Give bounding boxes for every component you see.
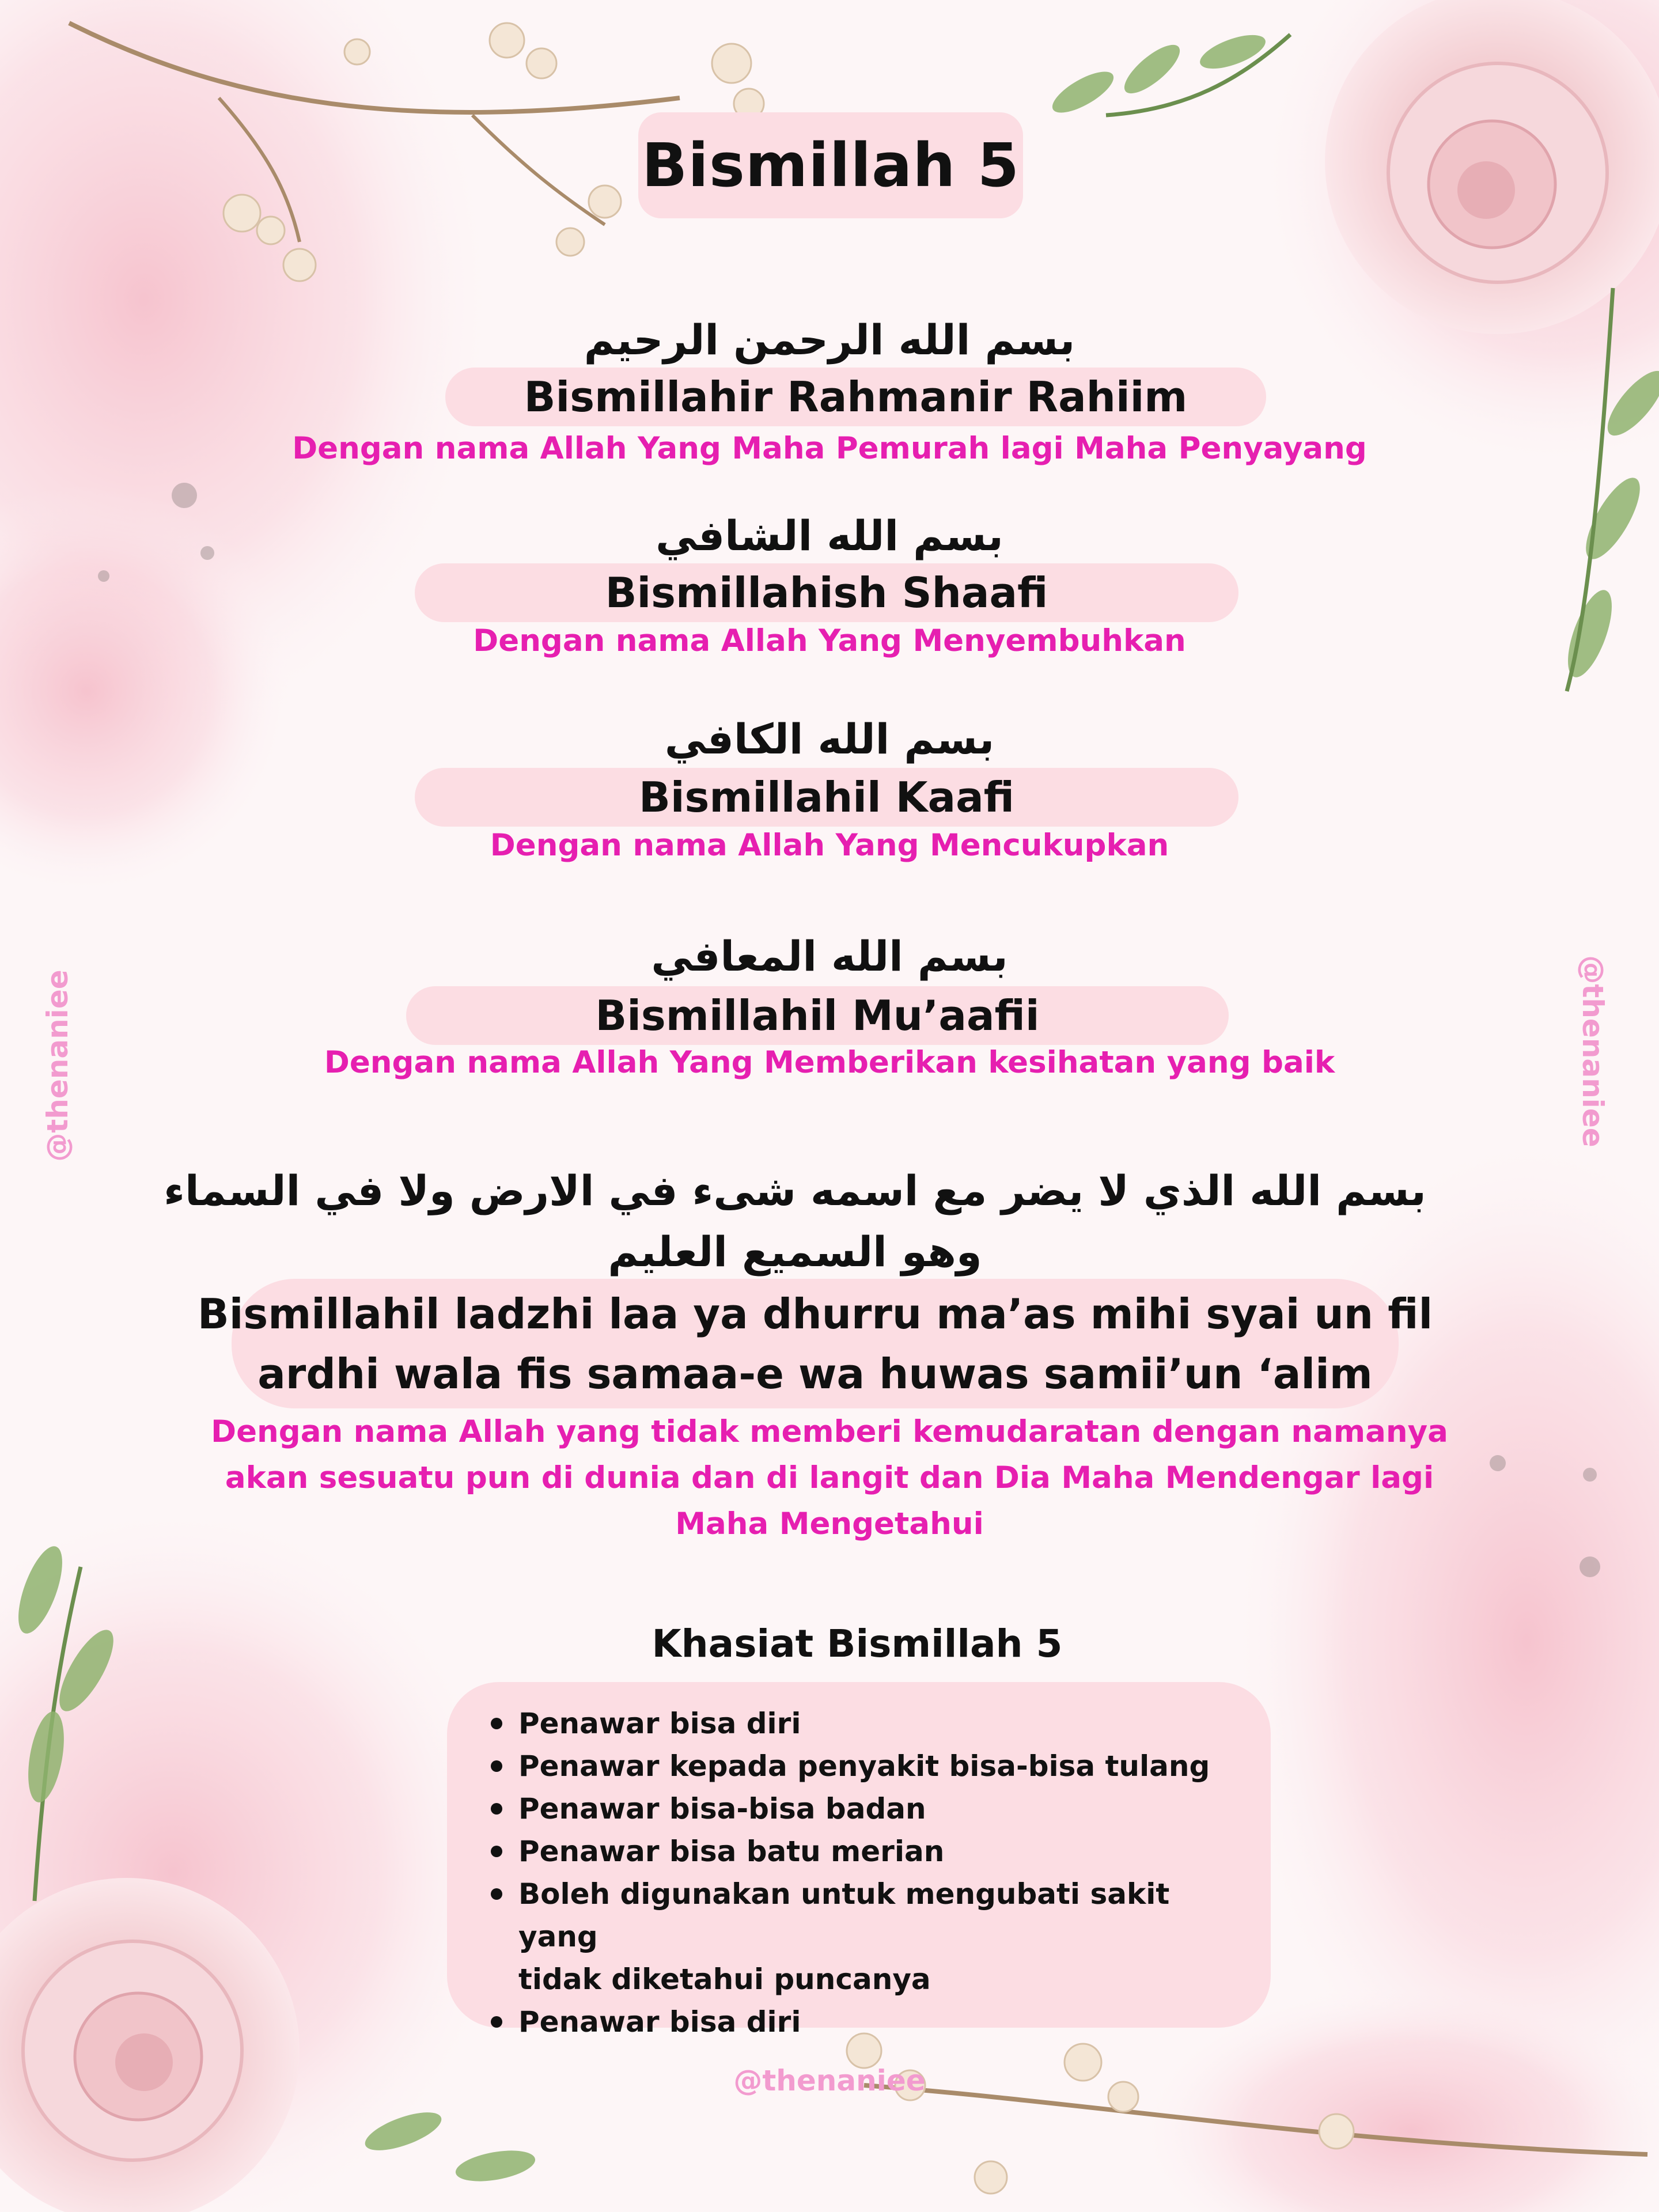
khasiat-list: [490, 1702, 1238, 2043]
bullet-icon: [491, 1846, 502, 1857]
transliteration-text: Bismillahish Shaafi: [605, 569, 1048, 617]
arabic-text-line: وهو السميع العليم: [608, 1228, 982, 1276]
list-item-text: Penawar kepada penyakit bisa-bisa tulang: [518, 1749, 1210, 1783]
transliteration-text: Bismillahir Rahmanir Rahiim: [524, 373, 1188, 421]
watermark-bottom: @thenaniee: [733, 2064, 926, 2097]
bullet-icon: [491, 2016, 502, 2028]
meaning-text: Dengan nama Allah Yang Menyembuhkan: [473, 623, 1186, 658]
bullet-icon: [491, 1760, 502, 1772]
list-item-text: Penawar bisa diri: [518, 1707, 801, 1740]
list-item: [490, 1873, 1238, 2001]
list-item: [490, 1787, 1238, 1830]
transliteration-pill: [415, 768, 1238, 827]
transliteration-text: Bismillahil Kaafi: [638, 773, 1015, 821]
list-item-text: Penawar bisa batu merian: [518, 1835, 945, 1868]
list-item-text: Boleh digunakan untuk mengubati sakit yang: [518, 1877, 1170, 1953]
watermark-right: @thenaniee: [1576, 955, 1609, 1147]
transliteration-text-line: ardhi wala fis samaa-e wa huwas samii’un ‘alim: [257, 1349, 1373, 1398]
bullet-icon: [491, 1888, 502, 1900]
arabic-text: بسم الله الرحمن الرحيم: [584, 316, 1075, 364]
meaning-text-line: akan sesuatu pun di dunia dan di langit dan Dia Maha Mendengar lagi: [225, 1460, 1434, 1495]
list-item: [490, 1830, 1238, 1873]
list-item-text: Penawar bisa diri: [518, 2005, 801, 2039]
list-item: [490, 1745, 1238, 1787]
page-title: Bismillah 5: [642, 130, 1020, 200]
title-box: [638, 112, 1023, 218]
meaning-text: Dengan nama Allah Yang Memberikan kesihatan yang baik: [324, 1045, 1335, 1080]
meaning-text-line: Maha Mengetahui: [675, 1506, 984, 1541]
bullet-icon: [491, 1718, 502, 1729]
list-item: [490, 2001, 1238, 2043]
transliteration-pill: [415, 563, 1238, 622]
arabic-text-line: بسم الله الذي لا يضر مع اسمه شىء في الارض ولا في السماء: [164, 1166, 1426, 1215]
arabic-text: بسم الله المعافي: [651, 932, 1008, 980]
khasiat-title: Khasiat Bismillah 5: [652, 1622, 1063, 1666]
list-item-text: Penawar bisa-bisa badan: [518, 1792, 926, 1825]
transliteration-pill: [197, 1279, 1433, 1408]
arabic-text: بسم الله الكافي: [664, 715, 995, 763]
watermark-left: @thenaniee: [41, 969, 74, 1162]
arabic-text: بسم الله الشافي: [656, 512, 1003, 560]
transliteration-text-line: Bismillahil ladzhi laa ya dhurru ma’as mihi syai un fil: [197, 1289, 1433, 1338]
list-item: [490, 1702, 1238, 1745]
bullet-icon: [491, 1803, 502, 1815]
transliteration-pill: [445, 368, 1266, 426]
meaning-text: Dengan nama Allah Yang Mencukupkan: [490, 828, 1169, 863]
meaning-text-line: Dengan nama Allah yang tidak memberi kemudaratan dengan namanya: [211, 1414, 1448, 1449]
transliteration-pill: [406, 986, 1229, 1045]
meaning-text: Dengan nama Allah Yang Maha Pemurah lagi Maha Penyayang: [292, 431, 1367, 466]
transliteration-text: Bismillahil Mu’aafii: [595, 991, 1040, 1040]
list-item-text: tidak diketahui puncanya: [518, 1963, 931, 1996]
